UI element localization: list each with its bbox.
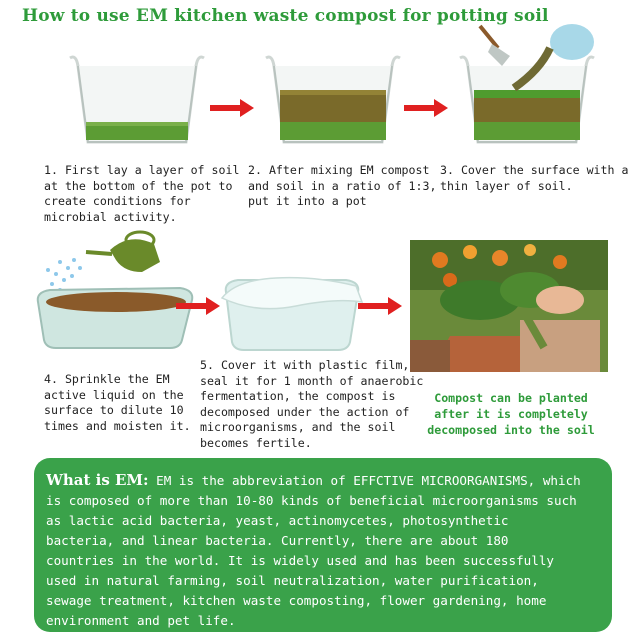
step-4-caption: 4. Sprinkle the EM active liquid on the surface to dilute 10 times and moisten it. bbox=[44, 372, 191, 433]
what-is-em-text: What is EM: EM is the abbreviation of EFFCTIVE MICROORGANISMS, which is composed of more than 10-80 kinds of beneficial microorganisms such as lactic acid bacteria, yeast, actinomycetes, photosynthetic bacteria, and linear bacteria. Currently, there are about 180 countries in the world. It is widely used and has been successfully used in natural farming, soil neutralization, water purification, sewage treatment, kitchen waste composting, flower gardening, home environment and pet life. bbox=[46, 471, 581, 628]
final-caption: Compost can be planted after it is completely decomposed into the soil bbox=[427, 391, 595, 437]
what-is-em-label: What is EM: bbox=[46, 471, 149, 489]
pot-step-3-illustration bbox=[452, 22, 622, 152]
arrow-1-2 bbox=[210, 98, 254, 118]
arrow-4-5 bbox=[176, 296, 220, 316]
step-1-caption: 1. First lay a layer of soil at the bottom of the pot to create conditions for microbial activity. bbox=[44, 163, 240, 224]
arrow-2-3 bbox=[404, 98, 448, 118]
pot-step-1-illustration bbox=[62, 52, 212, 152]
step-3-caption: 3. Cover the surface with a thin layer of soil. bbox=[440, 163, 629, 193]
tray-step-4-illustration bbox=[30, 222, 210, 362]
step-2-caption: 2. After mixing EM compost and soil in a ratio of 1:3, put it into a pot bbox=[248, 163, 437, 208]
page-title: How to use EM kitchen waste compost for potting soil bbox=[22, 6, 549, 26]
arrow-5-final bbox=[358, 296, 402, 316]
pot-step-2-illustration bbox=[258, 52, 408, 152]
step-5-caption: 5. Cover it with plastic film, seal it for 1 month of anaerobic fermentation, the compost is decomposed under the action of microorganisms, and the soil becomes fertile. bbox=[200, 358, 424, 450]
planting-photo bbox=[410, 240, 608, 372]
tray-step-5-illustration bbox=[216, 262, 366, 362]
